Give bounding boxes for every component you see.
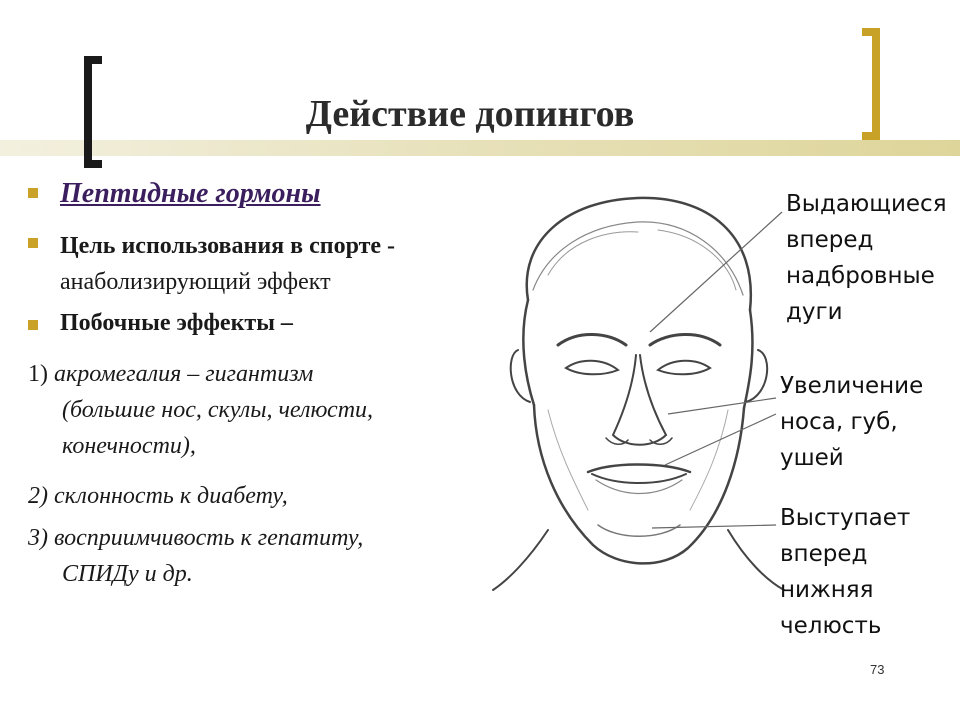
effect-3-line-1: 3) восприимчивость к гепатиту, (28, 525, 364, 551)
label-brow-ridges (786, 186, 947, 330)
effect-item-2: 2) склонность к диабету, (28, 483, 288, 509)
label-nose-line-2: носа, губ, ушей (780, 409, 898, 471)
bullet-square-icon (28, 188, 38, 198)
slide-title: Действие допингов (305, 93, 635, 135)
effect-1-number: 1) (28, 361, 48, 387)
purpose-line-2: анаболизирующий эффект (60, 269, 331, 295)
purpose-text (60, 228, 395, 300)
bullet-square-icon (28, 238, 38, 248)
effect-3-line-2: СПИДу и др. (62, 561, 193, 587)
label-brow-line-3: надбровные (786, 263, 935, 289)
side-effects-heading: Побочные эффекты – (60, 310, 293, 336)
bullet-purpose (28, 228, 395, 300)
label-nose-line-1: Увеличение (780, 373, 924, 399)
label-brow-line-1: Выдающиеся (786, 191, 947, 217)
label-jaw-line-2: вперед нижняя (780, 541, 874, 603)
label-jaw-line-1: Выступает (780, 505, 911, 531)
face-sketch-illustration (488, 180, 788, 600)
label-brow-line-2: вперед (786, 227, 874, 253)
bullet-peptide-hormones (28, 178, 321, 210)
page-number: 73 (870, 662, 885, 677)
effect-item-3 (28, 520, 488, 592)
left-bracket-decoration (84, 56, 102, 168)
purpose-line-1: Цель использования в спорте - (60, 233, 396, 259)
label-nose-lips-ears (780, 368, 960, 476)
subheading-link[interactable]: Пептидные гормоны (60, 178, 321, 209)
label-brow-line-4: дуги (786, 299, 843, 325)
effect-1-line-2: (большие нос, скулы, челюсти, (62, 397, 374, 423)
effect-1-line-3: конечности), (62, 433, 196, 459)
label-jaw-line-3: челюсть (780, 613, 882, 639)
right-bracket-decoration (862, 28, 880, 140)
effect-1-line-1: акромегалия – гигантизм (48, 361, 314, 387)
bullet-square-icon (28, 320, 38, 330)
label-jaw (780, 500, 960, 644)
effect-item-1 (28, 356, 488, 464)
title-underline-bar (0, 140, 960, 156)
bullet-side-effects (28, 310, 293, 337)
